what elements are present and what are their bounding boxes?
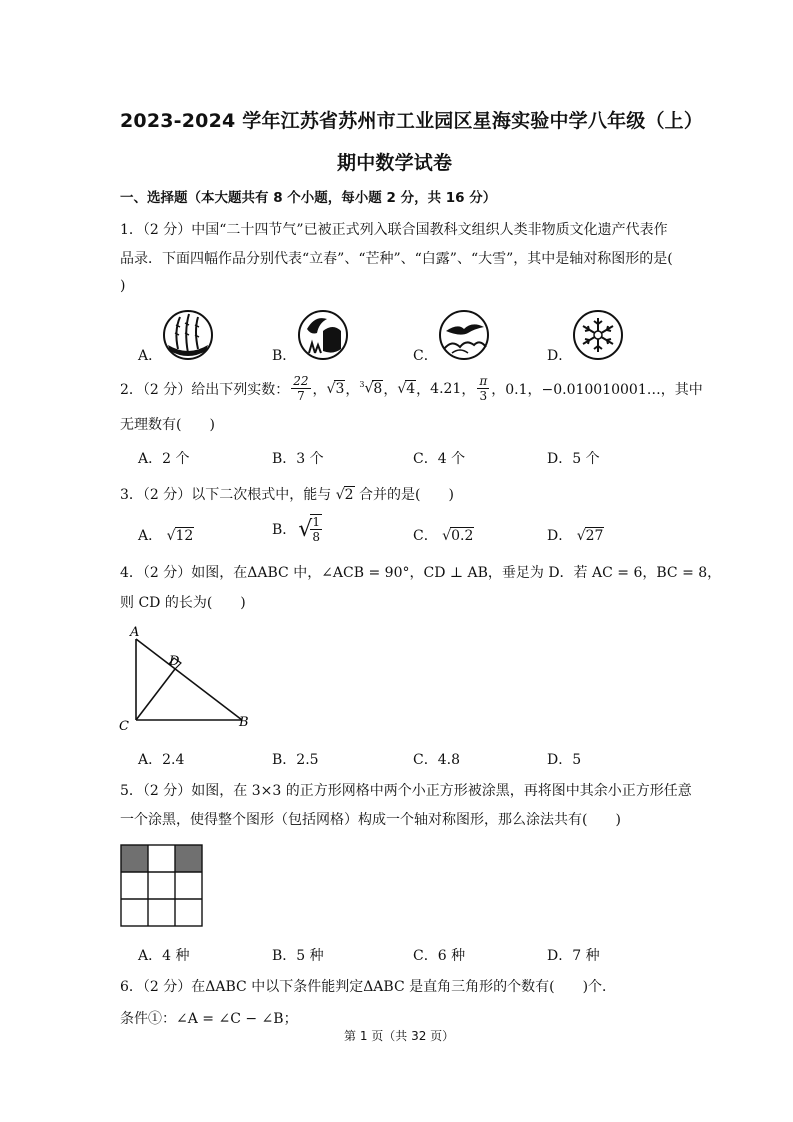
q3-option-a: [138, 525, 194, 545]
q2-cube-index: 3: [359, 380, 365, 390]
section-heading: 一、选择题（本大题共有 8 个小题，每小题 2 分，共 16 分）: [120, 190, 497, 206]
q2-prefix: 2．（2 分）给出下列实数：: [120, 381, 290, 398]
q3-opt-c-sqrt: √0.2: [442, 528, 474, 544]
q3-opt-b-num: 1: [312, 515, 320, 529]
q2-frac1-den: 7: [297, 389, 305, 403]
q1-line2: 品录．下面四幅作品分别代表“立春”、“芒种”、“白露”、“大雪”，其中是轴对称图形的是(: [120, 251, 673, 267]
q3-line1: [120, 484, 454, 504]
q3-option-d: [547, 525, 604, 545]
q2-line2: 无理数有( ): [120, 417, 215, 433]
bailu-crane-icon: [438, 309, 490, 361]
q2-option-a: A．2 个: [138, 451, 190, 467]
q2-cbrt-8: $^3$√8: [359, 380, 383, 397]
q3-opt-d-sqrt: √27: [576, 528, 604, 544]
q2-r3: 4: [406, 380, 416, 397]
q2-option-b: B．3 个: [272, 451, 324, 467]
q4-label-a: A: [130, 625, 140, 640]
q3-opt-b-den: 8: [312, 530, 320, 544]
q2-sep3: ，: [383, 381, 398, 398]
q3-opt-a-label: A．: [138, 528, 163, 544]
q5-line1: 5．（2 分）如图，在 3×3 的正方形网格中两个小正方形被涂黑，再将图中其余小正方形任意: [120, 783, 692, 799]
q1-line3: ): [120, 278, 126, 294]
q1-option-d: D．: [547, 348, 573, 364]
q4-option-c: C．4.8: [413, 752, 460, 768]
q2-frac-pi-3: [477, 374, 489, 403]
q5-option-d: D．7 种: [547, 948, 600, 964]
q2-frac2-den: 3: [479, 389, 488, 403]
q5-option-b: B．5 种: [272, 948, 324, 964]
q2-sep2: ，: [345, 381, 360, 398]
mangzhong-scene-icon: [297, 309, 349, 361]
q2-frac2-num: π: [479, 374, 488, 388]
q1-option-c: C．: [413, 348, 438, 364]
q2-line1: [120, 374, 703, 403]
q3-prefix: 3．（2 分）以下二次根式中，能与: [120, 487, 332, 503]
q6-line1: 6．（2 分）在ΔABC 中以下条件能判定ΔABC 是直角三角形的个数有( )个．: [120, 979, 617, 995]
q3-sqrt-2: √2: [335, 487, 354, 503]
q2-sqrt-4: √4: [397, 380, 416, 397]
q2-sep4: ，: [416, 381, 431, 398]
q4-line2: 则 CD 的长为( ): [120, 595, 246, 611]
q4-line1: 4．（2 分）如图，在ΔABC 中，∠ACB = 90°，CD ⊥ AB，垂足为 D．若 AC = 6，BC = 8，: [120, 565, 722, 581]
q4-side-ab: [136, 639, 242, 720]
q2-tail: ，0.1，−0.010010001…，其中: [491, 381, 703, 398]
q3-opt-c-label: C．: [413, 528, 438, 544]
q3-opt-b-frac: [310, 514, 322, 544]
page-subtitle: 期中数学试卷: [337, 152, 453, 174]
q4-label-c: C: [119, 719, 129, 734]
q3-opt-b-radical-icon: √: [298, 516, 313, 542]
q3-opt-c-rad: 0.2: [451, 528, 474, 544]
q4-label-b: B: [239, 715, 249, 730]
q3-suffix: 合并的是( ): [359, 487, 454, 503]
q3-option-b: [272, 514, 324, 544]
daxue-snowflake-icon: [572, 309, 624, 361]
q5-shaded-cell-left: [121, 845, 148, 872]
q5-option-c: C．6 种: [413, 948, 466, 964]
q2-frac1-num: 22: [293, 374, 309, 388]
q2-option-c: C．4 个: [413, 451, 466, 467]
q4-label-d: D: [169, 654, 180, 669]
q4-option-a: A．2.4: [138, 752, 185, 768]
q4-option-d: D．5: [547, 752, 582, 768]
q1-option-b: B．: [272, 348, 297, 364]
q3-opt-d-label: D．: [547, 528, 573, 544]
q1-option-a: A．: [138, 348, 163, 364]
page-footer: 第 1 页（共 32 页）: [344, 1029, 455, 1043]
q4-option-b: B．2.5: [272, 752, 319, 768]
q4-altitude-cd: [136, 669, 175, 720]
q3-opt-b-label: B．: [272, 522, 297, 538]
q3-opt-d-rad: 27: [585, 528, 604, 544]
q2-sep1: ，: [312, 381, 327, 398]
q5-grid-figure: [120, 844, 206, 928]
q1-line1: 1．（2 分）中国“二十四节气”已被正式列入联合国教科文组织人类非物质文化遗产代表作: [120, 222, 668, 238]
q6-line2: 条件①：∠A = ∠C − ∠B；: [120, 1011, 298, 1027]
q2-repeating-decimal: 4.21: [430, 380, 462, 397]
q2-frac-22-7: [291, 374, 310, 403]
q3-opt-a-rad: 12: [175, 528, 194, 544]
q2-r1: 3: [335, 380, 345, 397]
q3-option-c: [413, 525, 474, 545]
q2-option-d: D．5 个: [547, 451, 600, 467]
q2-sep5: ，: [461, 381, 476, 398]
page-title: 2023-2024 学年江苏省苏州市工业园区星海实验中学八年级（上）: [120, 110, 704, 132]
q5-line2: 一个涂黑，使得整个图形（包括网格）构成一个轴对称图形，那么涂法共有( ): [120, 812, 621, 828]
lichun-willow-icon: [162, 309, 214, 361]
q4-triangle-figure: [115, 622, 265, 737]
q2-sqrt-3: √3: [326, 380, 345, 397]
q5-shaded-cell-right: [175, 845, 202, 872]
q3-rad: 2: [344, 487, 354, 503]
q5-option-a: A．4 种: [138, 948, 190, 964]
q3-opt-a-sqrt: √12: [166, 528, 194, 544]
q2-r2: 8: [373, 380, 383, 397]
